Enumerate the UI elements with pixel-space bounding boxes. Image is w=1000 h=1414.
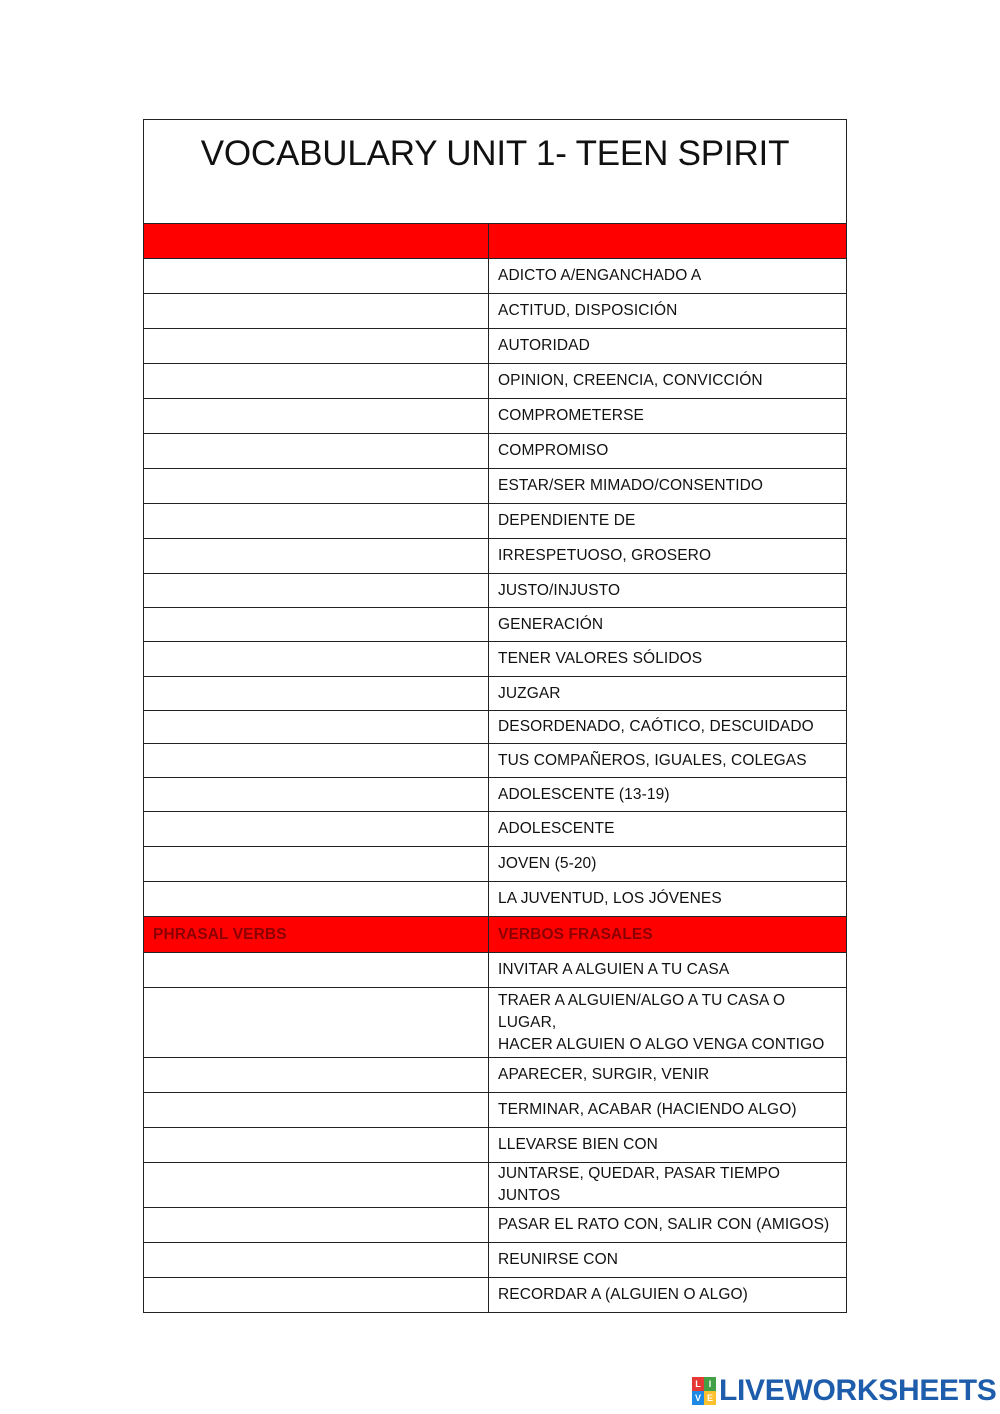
- vocab-row: [144, 778, 847, 812]
- vocab-row: [144, 364, 847, 399]
- spanish-cell: TUS COMPAÑEROS, IGUALES, COLEGAS: [489, 744, 847, 778]
- vocab-row: [144, 539, 847, 574]
- spanish-cell: TENER VALORES SÓLIDOS: [489, 642, 847, 677]
- vocab-row: [144, 711, 847, 744]
- english-cell[interactable]: [144, 778, 489, 812]
- english-cell[interactable]: [144, 504, 489, 539]
- spanish-cell: PASAR EL RATO CON, SALIR CON (AMIGOS): [489, 1208, 847, 1243]
- spanish-cell: COMPROMISO: [489, 434, 847, 469]
- vocab-row: [144, 847, 847, 882]
- spanish-cell: LA JUVENTUD, LOS JÓVENES: [489, 882, 847, 917]
- english-cell[interactable]: [144, 1128, 489, 1163]
- page-title: VOCABULARY UNIT 1- TEEN SPIRIT: [144, 120, 847, 224]
- english-cell[interactable]: [144, 642, 489, 677]
- brand-icon-tile: E: [704, 1391, 716, 1405]
- spanish-cell: LLEVARSE BIEN CON: [489, 1128, 847, 1163]
- liveworksheets-icon: [692, 1377, 716, 1405]
- english-cell[interactable]: [144, 259, 489, 294]
- english-cell[interactable]: [144, 1093, 489, 1128]
- vocab-row: [144, 1163, 847, 1208]
- vocabulary-table: [143, 119, 847, 1313]
- english-cell[interactable]: [144, 1058, 489, 1093]
- vocab-row: [144, 504, 847, 539]
- spanish-cell: INVITAR A ALGUIEN A TU CASA: [489, 953, 847, 988]
- vocab-row: [144, 1128, 847, 1163]
- vocab-row: [144, 574, 847, 608]
- spanish-cell: TRAER A ALGUIEN/ALGO A TU CASA O LUGAR, HACER ALGUIEN O ALGO VENGA CONTIGO: [489, 988, 847, 1058]
- vocab-row: [144, 744, 847, 778]
- vocab-row: [144, 469, 847, 504]
- english-cell[interactable]: [144, 1243, 489, 1278]
- vocab-row: [144, 399, 847, 434]
- spanish-cell: APARECER, SURGIR, VENIR: [489, 1058, 847, 1093]
- spanish-cell: JUSTO/INJUSTO: [489, 574, 847, 608]
- vocab-row: [144, 953, 847, 988]
- vocab-row: [144, 812, 847, 847]
- spanish-header-cell: [489, 224, 847, 259]
- spanish-cell: JUNTARSE, QUEDAR, PASAR TIEMPO JUNTOS: [489, 1163, 847, 1208]
- vocab-row: [144, 677, 847, 711]
- spanish-cell: JOVEN (5-20): [489, 847, 847, 882]
- english-cell[interactable]: [144, 434, 489, 469]
- spanish-cell: TERMINAR, ACABAR (HACIENDO ALGO): [489, 1093, 847, 1128]
- vocab-row: [144, 434, 847, 469]
- spanish-cell: ACTITUD, DISPOSICIÓN: [489, 294, 847, 329]
- section-header-row: [144, 917, 847, 953]
- english-cell[interactable]: [144, 711, 489, 744]
- title-row: [144, 120, 847, 224]
- vocab-row: [144, 1208, 847, 1243]
- vocab-row: [144, 329, 847, 364]
- spanish-cell: AUTORIDAD: [489, 329, 847, 364]
- english-cell[interactable]: [144, 608, 489, 642]
- spanish-cell: ESTAR/SER MIMADO/CONSENTIDO: [489, 469, 847, 504]
- brand-icon-tile: L: [692, 1377, 704, 1391]
- vocab-row: [144, 1243, 847, 1278]
- vocab-row: [144, 882, 847, 917]
- vocab-row: [144, 1058, 847, 1093]
- spanish-cell: GENERACIÓN: [489, 608, 847, 642]
- english-cell[interactable]: [144, 574, 489, 608]
- english-cell[interactable]: [144, 539, 489, 574]
- spanish-cell: RECORDAR A (ALGUIEN O ALGO): [489, 1278, 847, 1313]
- english-cell[interactable]: [144, 744, 489, 778]
- spanish-cell: DEPENDIENTE DE: [489, 504, 847, 539]
- header-row: [144, 224, 847, 259]
- english-cell[interactable]: [144, 988, 489, 1058]
- vocab-row: [144, 988, 847, 1058]
- spanish-cell: ADICTO A/ENGANCHADO A: [489, 259, 847, 294]
- english-cell[interactable]: [144, 1163, 489, 1208]
- english-cell[interactable]: [144, 469, 489, 504]
- spanish-cell: OPINION, CREENCIA, CONVICCIÓN: [489, 364, 847, 399]
- english-cell[interactable]: [144, 364, 489, 399]
- brand-text: LIVEWORKSHEETS: [719, 1374, 997, 1407]
- spanish-cell: IRRESPETUOSO, GROSERO: [489, 539, 847, 574]
- english-cell[interactable]: [144, 294, 489, 329]
- english-cell[interactable]: [144, 329, 489, 364]
- english-cell[interactable]: [144, 677, 489, 711]
- english-cell[interactable]: [144, 1278, 489, 1313]
- english-cell[interactable]: [144, 399, 489, 434]
- spanish-cell: COMPROMETERSE: [489, 399, 847, 434]
- vocab-row: [144, 608, 847, 642]
- spanish-cell: REUNIRSE CON: [489, 1243, 847, 1278]
- vocab-row: [144, 294, 847, 329]
- english-cell[interactable]: [144, 812, 489, 847]
- vocab-row: [144, 1093, 847, 1128]
- english-cell: PHRASAL VERBS: [144, 917, 489, 953]
- spanish-cell: ADOLESCENTE (13-19): [489, 778, 847, 812]
- spanish-cell: DESORDENADO, CAÓTICO, DESCUIDADO: [489, 711, 847, 744]
- brand-icon-tile: I: [704, 1377, 716, 1391]
- english-header-cell: [144, 224, 489, 259]
- english-cell[interactable]: [144, 1208, 489, 1243]
- english-cell[interactable]: [144, 882, 489, 917]
- vocab-row: [144, 642, 847, 677]
- vocab-row: [144, 259, 847, 294]
- liveworksheets-logo: [692, 1374, 997, 1408]
- spanish-cell: JUZGAR: [489, 677, 847, 711]
- english-cell[interactable]: [144, 847, 489, 882]
- spanish-cell: ADOLESCENTE: [489, 812, 847, 847]
- brand-icon-tile: V: [692, 1391, 704, 1405]
- english-cell[interactable]: [144, 953, 489, 988]
- vocab-row: [144, 1278, 847, 1313]
- spanish-cell: VERBOS FRASALES: [489, 917, 847, 953]
